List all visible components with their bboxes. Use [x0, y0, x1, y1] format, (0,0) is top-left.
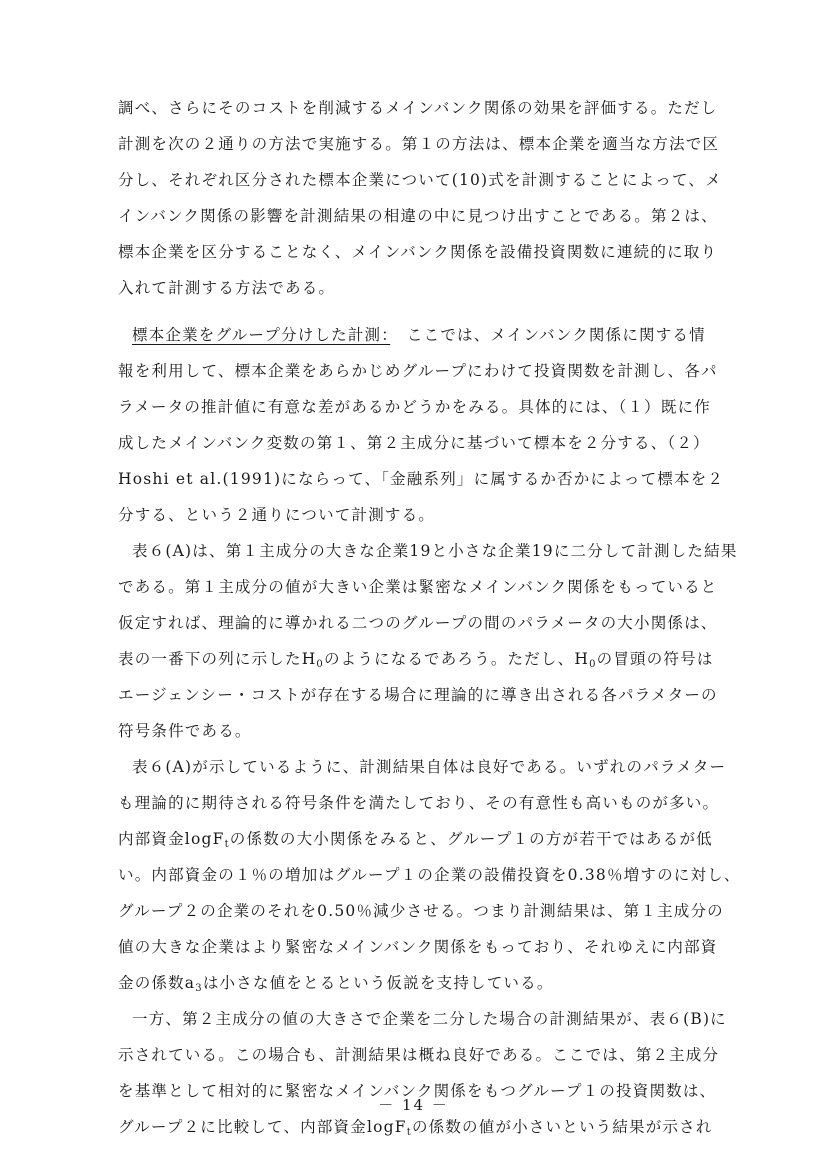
- text-line: [118, 317, 718, 353]
- text-line: い。内部資金の１％の増加はグループ１の企業の設備投資を0.38％増すのに対し、: [118, 866, 741, 884]
- paragraph-1: [118, 90, 722, 306]
- text-line: 入れて計測する方法である。: [118, 279, 336, 297]
- text-line: 仮定すれば、理論的に導かれる二つのグループの間のパラメータの大小関係は、: [118, 614, 718, 632]
- text-line: を基準として相対的に緊密なメインバンク関係をもつグループ１の投資関数は、: [118, 1082, 717, 1100]
- text-segment: のようになるであろう。ただし、H: [323, 650, 590, 668]
- text-line: [118, 821, 718, 857]
- text-line: 調べ、さらにそのコストを削減するメインバンク関係の効果を評価する。ただし: [118, 99, 718, 117]
- text-line: 分する、という２通りについて計測する。: [118, 506, 435, 524]
- text-line: [118, 641, 718, 677]
- text-segment: 金の係数a: [118, 974, 196, 992]
- text-line: [118, 965, 718, 1001]
- text-segment: グループ２に比較して、内部資金logF: [118, 1118, 407, 1136]
- text-segment: ここでは、メインバンク関係に関する情: [390, 326, 706, 344]
- text-line: である。第１主成分の値が大きい企業は緊密なメインバンク関係をもっていると: [118, 578, 718, 596]
- text-segment: 内部資金logF: [118, 830, 225, 848]
- text-line: 報を利用して、標本企業をあらかじめグループにわけて投資関数を計測し、各パ: [118, 362, 718, 380]
- section-heading: 標本企業をグループ分けした計測：: [132, 326, 391, 344]
- subscript: t: [406, 1127, 412, 1138]
- text-line: 値の大きな企業はより緊密なメインバンク関係をもっており、それゆえに内部資: [118, 938, 718, 956]
- subscript: 0: [589, 659, 597, 670]
- text-line: インバンク関係の影響を計測結果の相違の中に見つけ出すことである。第２は、: [118, 207, 718, 225]
- text-segment: 表の一番下の列に示したH: [118, 650, 317, 668]
- text-line: ラメータの推計値に有意な差があるかどうかをみる。具体的には、（１）既に作: [118, 398, 711, 416]
- section-grouped-estimation: [118, 317, 741, 1145]
- subscript: 3: [195, 983, 203, 994]
- text-segment: の係数の値が小さいという結果が示され: [411, 1118, 713, 1136]
- text-line: 標本企業を区分することなく、メインバンク関係を設備投資関数に連続的に取り: [118, 243, 718, 261]
- text-segment: の係数の大小関係をみると、グループ１の方が若干ではあるが低: [229, 830, 713, 848]
- text-segment: は小さな値をとるという仮説を支持している。: [202, 974, 554, 992]
- text-line: Hoshi et al.(1991)にならって、「金融系列」に属するか否かによって標本を２: [118, 470, 725, 488]
- text-line: エージェンシー・コストが存在する場合に理論的に導き出される各パラメターの: [118, 686, 718, 704]
- text-line: 計測を次の２通りの方法で実施する。第１の方法は、標本企業を適当な方法で区: [118, 135, 720, 153]
- text-line: 成したメインバンク変数の第１、第２主成分に基づいて標本を２分する、（２）: [118, 434, 710, 452]
- text-line: 分し、それぞれ区分された標本企業について(10)式を計測することによって、メ: [118, 171, 722, 189]
- text-segment: の冒頭の符号は: [596, 650, 714, 668]
- page-number: － 14 －: [378, 1096, 449, 1114]
- text-line: 表６(A)は、第１主成分の大きな企業19と小さな企業19に二分して計測した結果: [132, 542, 738, 560]
- text-line: 表６(A)が示しているように、計測結果自体は良好である。いずれのパラメター: [132, 758, 727, 776]
- text-line: 示されている。この場合も、計測結果は概ね良好である。ここでは、第２主成分: [118, 1046, 720, 1064]
- text-line: グループ２の企業のそれを0.50％減少させる。つまり計測結果は、第１主成分の: [118, 902, 724, 920]
- text-line: 符号条件である。: [118, 722, 252, 740]
- text-line: も理論的に期待される符号条件を満たしており、その有意性も高いものが多い。: [118, 794, 720, 812]
- subscript: t: [224, 839, 230, 850]
- subscript: 0: [316, 659, 324, 670]
- text-line: 一方、第２主成分の値の大きさで企業を二分した場合の計測結果が、表６(B)に: [132, 1010, 727, 1028]
